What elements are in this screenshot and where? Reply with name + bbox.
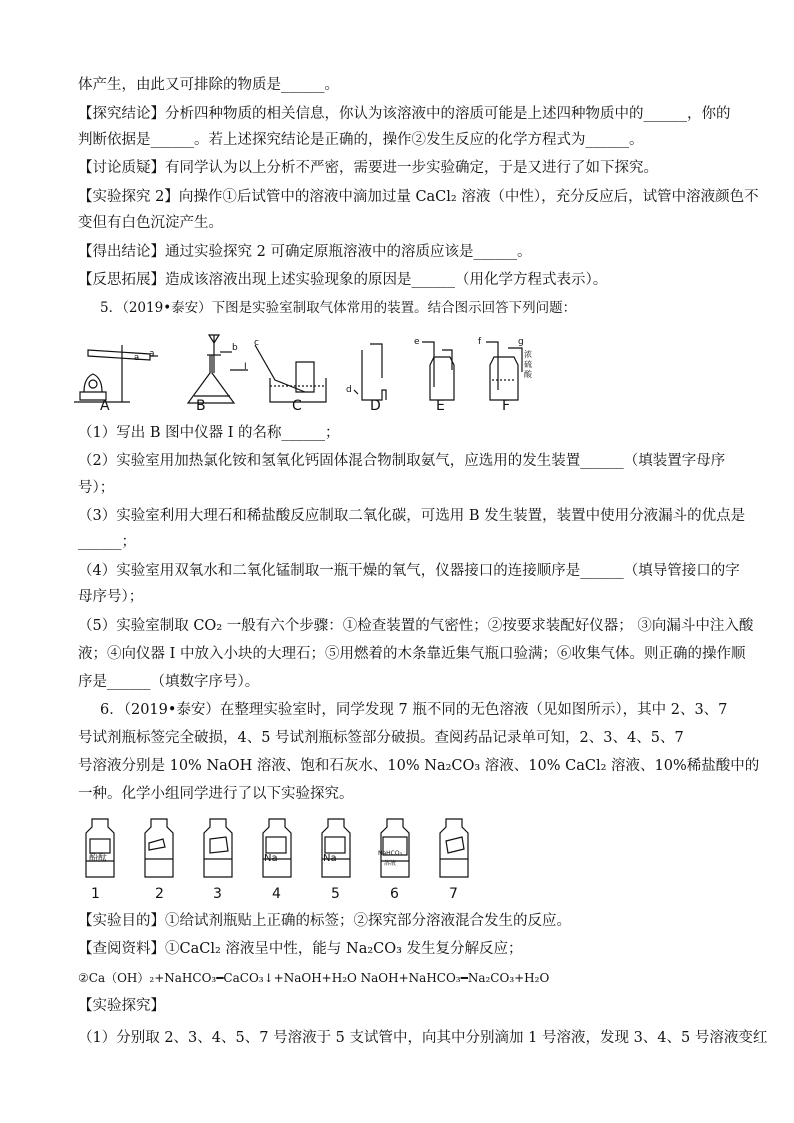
text-line: 【实验探究 2】向操作①后试管中的溶液中滴加过量 CaCl₂ 溶液（中性），充分反应后，试管中溶液颜色不 — [78, 189, 759, 205]
text-line: 序是______（填数字序号）。 — [78, 674, 260, 690]
label-small-e: e — [414, 337, 420, 347]
label-C: C — [292, 398, 302, 414]
text-line: 号）； — [78, 480, 115, 496]
text-line: 【实验探究】 — [78, 998, 165, 1014]
text-line: 号溶液分别是 10% NaOH 溶液、饱和石灰水、10% Na₂CO₃ 溶液、10% CaCl₂ 溶液、10%稀盐酸中的 — [78, 758, 760, 774]
bottle-number: 4 — [272, 886, 281, 902]
bottle6-label-a: NaHCO₃ — [378, 850, 402, 857]
label-small-a: a — [149, 349, 155, 359]
bottle-number: 6 — [390, 886, 399, 902]
label-small-g: g — [518, 337, 524, 347]
bottle5-label: Na — [323, 853, 337, 864]
text-line: 【探究结论】分析四种物质的相关信息，你认为该溶液中的溶质可能是上述四种物质中的______，你的 — [78, 106, 731, 122]
text-line: （4）实验室用双氧水和二氧化锰制取一瓶干燥的氧气，仪器接口的连接顺序是______（填导管接口的字 — [78, 563, 740, 579]
label-D: D — [370, 398, 381, 414]
text-line: 【查阅资料】①CaCl₂ 溶液呈中性，能与 Na₂CO₃ 发生复分解反应； — [78, 941, 523, 957]
text-line: 判断依据是______。若上述探究结论是正确的，操作②发生反应的化学方程式为______。 — [78, 132, 644, 148]
label-a: a — [134, 353, 140, 363]
bottle1-label: 酚酞 — [89, 854, 108, 864]
text-line: （5）实验室制取 CO₂ 一般有六个步骤：①检查装置的气密性；②按要求装配好仪器； ③向漏斗中注入酸 — [78, 618, 754, 634]
text-line: （2）实验室用加热氯化铵和氢氧化钙固体混合物制取氨气，应选用的发生装置______（填装置字母序 — [78, 453, 726, 469]
label-E: E — [436, 398, 445, 414]
text-line: （1）写出 B 图中仪器 I 的名称______； — [78, 425, 340, 441]
label-small-I: I — [244, 362, 247, 372]
bottle-number: 7 — [449, 886, 458, 902]
text-line: 一种。化学小组同学进行了以下实验探究。 — [78, 786, 354, 802]
label-A: A — [100, 398, 110, 414]
text-line: ②Ca（OH）₂+NaHCO₃━CaCO₃↓+NaOH+H₂O NaOH+NaHCO₃━Na₂CO₃+H₂O — [78, 971, 550, 985]
text-line: 【得出结论】通过实验探究 2 可确定原瓶溶液中的溶质应该是______。 — [78, 244, 532, 260]
label-B: B — [196, 398, 206, 414]
bottle6-label-b: 溶液 — [384, 860, 397, 867]
label-F: F — [502, 398, 511, 414]
text-line: （1）分别取 2、3、4、5、7 号溶液于 5 支试管中，向其中分别滴加 1 号溶液，发现 3、4、5 号溶液变红 — [78, 1030, 768, 1046]
bottles-figure — [75, 815, 495, 885]
text-line: 体产生，由此又可排除的物质是______。 — [78, 77, 339, 93]
text-line: 【反思拓展】造成该溶液出现上述实验现象的原因是______（用化学方程式表示）。 — [78, 272, 608, 288]
label-small-b: b — [232, 343, 238, 353]
bottle4-label: Na — [264, 853, 278, 864]
label-small-f: f — [478, 337, 482, 347]
text-line: 号试剂瓶标签完全破损，4、5 号试剂瓶标签部分破损。查阅药品记录单可知，2、3、4、5、7 — [78, 730, 684, 746]
bottle-number: 3 — [213, 886, 222, 902]
text-line: 液；④向仪器 I 中放入小块的大理石；⑤用燃着的木条靠近集气瓶口验满；⑥收集气体。则正确的操作顺 — [78, 646, 746, 662]
text-line: 【实验目的】①给试剂瓶贴上正确的标签；②探究部分溶液混合发生的反应。 — [78, 913, 571, 929]
text-line: 变但有白色沉淀产生。 — [78, 215, 223, 231]
question-5-stem: 5．（2019•泰安）下图是实验室制取气体常用的装置。结合图示回答下列问题： — [100, 300, 577, 316]
label-acid: 浓硫酸 — [524, 350, 532, 379]
label-small-d: d — [346, 385, 352, 395]
text-line: （3）实验室利用大理石和稀盐酸反应制取二氧化碳，可选用 B 发生装置，装置中使用分液漏斗的优点是 — [78, 508, 746, 524]
text-line: 母序号）； — [78, 589, 144, 605]
bottle-number: 2 — [155, 886, 164, 902]
text-line: ______； — [78, 534, 136, 550]
bottle-number: 1 — [91, 886, 100, 902]
bottle-number: 5 — [331, 886, 340, 902]
label-small-c: c — [254, 338, 259, 348]
text-line: 【讨论质疑】有同学认为以上分析不严密，需要进一步实验确定，于是又进行了如下探究。 — [78, 160, 658, 176]
text-line: 6．（2019•泰安）在整理实验室时，同学发现 7 瓶不同的无色溶液（见如图所示），其中 2、3、7 — [100, 702, 728, 718]
